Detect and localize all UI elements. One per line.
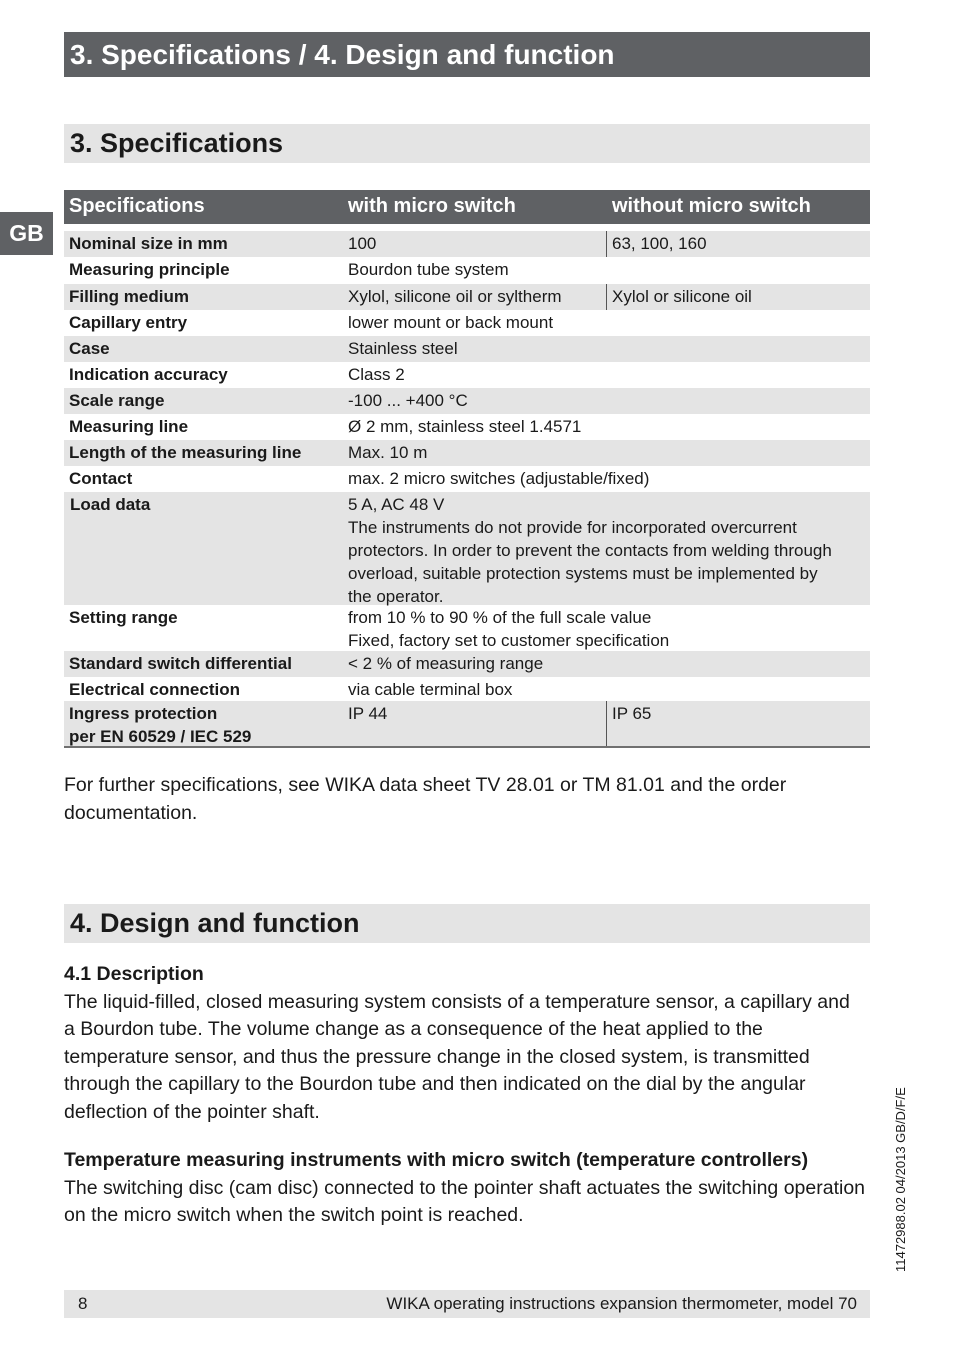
page-title: 3. Specifications / 4. Design and function	[64, 32, 870, 77]
row-label: Scale range	[69, 391, 165, 410]
further-specifications-text: For further specifications, see WIKA data sheet TV 28.01 or TM 81.01 and the order documentation.	[64, 774, 787, 824]
table-row	[64, 310, 870, 336]
section-3-heading: 3. Specifications	[64, 124, 870, 163]
table-row	[64, 231, 870, 257]
table-row	[64, 440, 870, 466]
value-line: overload, suitable protection systems must be implemented by	[348, 564, 818, 583]
label-line: Ingress protection	[69, 704, 218, 723]
value-line: the operator.	[348, 587, 444, 606]
row-label: Setting range	[69, 608, 178, 627]
micro-switch-subheading: Temperature measuring instruments with micro switch (temperature controllers)	[64, 1149, 809, 1171]
table-row	[64, 388, 870, 414]
row-value: Max. 10 m	[348, 443, 428, 462]
row-value: Stainless steel	[348, 339, 458, 358]
table-row	[64, 466, 870, 492]
table-row	[64, 336, 870, 362]
table-row	[64, 651, 870, 677]
table-row	[64, 257, 870, 284]
row-value	[348, 606, 863, 652]
row-label: Capillary entry	[69, 313, 188, 332]
table-row	[64, 605, 870, 651]
description-text: The liquid-filled, closed measuring system consists of a temperature sensor, a capillary and a Bourdon tube. The volume change as a consequence of the heat applied to the temperature sensor, and thus the pressure change in the closed system, is transmitted through the capillary to the Bourdon tube and then indicated on the dial by the angular deflection of the pointer shaft.	[64, 990, 850, 1123]
document-code: 11472988.02 04/2013 GB/D/F/E	[893, 1087, 908, 1272]
page-number: 8	[78, 1294, 88, 1313]
value-line: from 10 % to 90 % of the full scale value	[348, 608, 652, 627]
page-footer	[64, 1290, 870, 1318]
row-value: Bourdon tube system	[348, 260, 509, 279]
row-label: Filling medium	[69, 287, 189, 306]
table-row	[64, 677, 870, 701]
table-row	[64, 492, 870, 605]
table-row	[64, 284, 870, 310]
value-line: Fixed, factory set to customer specification	[348, 631, 670, 650]
row-value: -100 ... +400 °C	[348, 391, 468, 410]
row-value: via cable terminal box	[348, 680, 513, 699]
value-line: The instruments do not provide for incorporated overcurrent	[348, 518, 797, 537]
row-value: < 2 % of measuring range	[348, 654, 544, 673]
row-value: Class 2	[348, 365, 405, 384]
table-row	[64, 414, 870, 440]
spec-table	[64, 231, 870, 748]
row-value	[348, 493, 863, 608]
row-label: Measuring line	[69, 417, 189, 436]
row-value-with: IP 44	[348, 704, 388, 723]
footer-text: WIKA operating instructions expansion thermometer, model 70	[386, 1294, 857, 1313]
header-without-micro-switch: without micro switch	[612, 195, 811, 217]
table-row	[64, 701, 870, 746]
row-label: Length of the measuring line	[69, 443, 302, 462]
row-label: Standard switch differential	[69, 654, 292, 673]
row-value-without: IP 65	[606, 701, 651, 746]
micro-switch-text: The switching disc (cam disc) connected to the pointer shaft actuates the switching operation on the micro switch when the switch point is reached.	[64, 1176, 866, 1226]
row-label: Measuring principle	[69, 260, 230, 279]
row-label: Electrical connection	[69, 680, 240, 699]
row-value: Ø 2 mm, stainless steel 1.4571	[348, 417, 582, 436]
row-value: lower mount or back mount	[348, 313, 554, 332]
row-label: Load data	[70, 495, 151, 514]
micro-switch-block	[64, 1147, 874, 1230]
table-row	[64, 362, 870, 388]
spec-table-header	[64, 190, 870, 224]
row-label: Nominal size in mm	[69, 234, 228, 253]
row-value-without: 63, 100, 160	[606, 231, 707, 257]
value-line: protectors. In order to prevent the contacts from welding through	[348, 541, 832, 560]
row-value: max. 2 micro switches (adjustable/fixed)	[348, 469, 650, 488]
section-4-heading: 4. Design and function	[64, 904, 870, 943]
row-value-with: 100	[348, 234, 377, 253]
row-value-with: Xylol, silicone oil or syltherm	[348, 287, 562, 306]
row-label: Case	[69, 339, 110, 358]
header-with-micro-switch: with micro switch	[348, 195, 516, 217]
value-line: 5 A, AC 48 V	[348, 495, 445, 514]
description-subheading: 4.1 Description	[64, 963, 204, 985]
language-tab: GB	[0, 212, 53, 255]
row-value-without: Xylol or silicone oil	[606, 284, 752, 310]
header-specifications: Specifications	[69, 195, 205, 217]
description-block	[64, 961, 864, 1126]
row-label: Indication accuracy	[69, 365, 228, 384]
row-label	[69, 702, 251, 748]
label-line: per EN 60529 / IEC 529	[69, 727, 252, 746]
row-label: Contact	[69, 469, 133, 488]
